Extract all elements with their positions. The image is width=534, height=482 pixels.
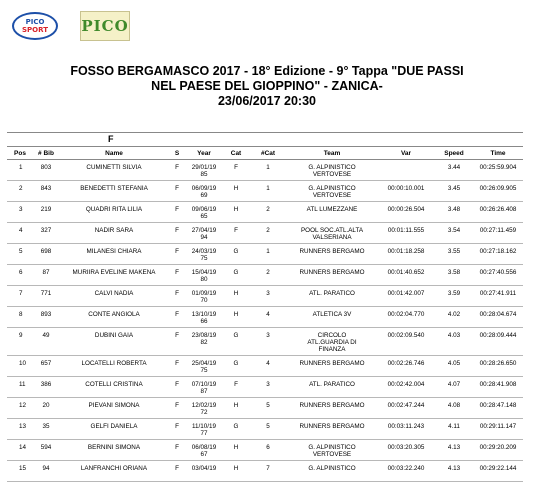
cell-name: CALVI NADIA [59,286,169,307]
cell-cat: H [223,286,249,307]
cell-name: DUBINI GAIA [59,328,169,356]
cell-var: 00:01:40.652 [377,265,435,286]
cell-pos: 1 [7,160,33,181]
cell-bib: 893 [33,307,59,328]
cell-name: MURIIRA EVELINE MAKENA [59,265,169,286]
cell-cat: G [223,356,249,377]
table-row [7,223,523,244]
cell-var [377,160,435,181]
cell-sex: F [169,265,185,286]
cell-speed: 4.02 [435,307,473,328]
cell-year: 01/09/19 70 [185,286,223,307]
group-header [7,132,523,147]
cell-ncat: 7 [249,461,287,482]
cell-time: 00:25:59.904 [473,160,523,181]
cell-year: 15/04/19 80 [185,265,223,286]
cell-cat: H [223,398,249,419]
cell-team: G. ALPINISTICO VERTOVESE [287,181,377,202]
page-title-line1: FOSSO BERGAMASCO 2017 - 18° Edizione - 9° Tappa "DUE PASSI [70,64,464,78]
logo-text-line2: SPORT [22,26,48,34]
table-row [7,286,523,307]
cell-cat: G [223,244,249,265]
table-row [7,244,523,265]
cell-ncat: 3 [249,377,287,398]
cell-pos: 4 [7,223,33,244]
cell-bib: 20 [33,398,59,419]
cell-var: 00:02:42.004 [377,377,435,398]
cell-cat: F [223,377,249,398]
cell-bib: 94 [33,461,59,482]
cell-pos: 7 [7,286,33,307]
cell-year: 06/08/19 67 [185,440,223,461]
table-row [7,377,523,398]
cell-speed: 3.48 [435,202,473,223]
cell-speed: 4.11 [435,419,473,440]
cell-sex: F [169,440,185,461]
cell-name: GELFI DANIELA [59,419,169,440]
cell-pos: 2 [7,181,33,202]
cell-ncat: 4 [249,356,287,377]
col-bib: # Bib [33,147,59,160]
cell-year: 09/06/19 65 [185,202,223,223]
cell-year: 12/02/19 72 [185,398,223,419]
cell-cat: F [223,160,249,181]
cell-speed: 4.13 [435,461,473,482]
cell-cat: H [223,307,249,328]
cell-ncat: 5 [249,419,287,440]
cell-team: G. ALPINISTICO [287,461,377,482]
cell-time: 00:27:41.911 [473,286,523,307]
cell-speed: 4.03 [435,328,473,356]
cell-sex: F [169,377,185,398]
cell-sex: F [169,202,185,223]
cell-var: 00:01:11.555 [377,223,435,244]
table-row [7,461,523,482]
cell-name: MILANESI CHIARA [59,244,169,265]
cell-team: RUNNERS BERGAMO [287,244,377,265]
cell-year: 25/04/19 75 [185,356,223,377]
results-table-wrapper [7,132,523,482]
cell-cat: H [223,202,249,223]
cell-bib: 843 [33,181,59,202]
cell-team: RUNNERS BERGAMO [287,419,377,440]
col-name: Name [59,147,169,160]
cell-team: RUNNERS BERGAMO [287,398,377,419]
pico-logo [80,11,130,41]
cell-speed: 3.58 [435,265,473,286]
cell-cat: G [223,265,249,286]
cell-time: 00:27:40.556 [473,265,523,286]
cell-cat: H [223,440,249,461]
cell-var: 00:02:47.244 [377,398,435,419]
cell-pos: 3 [7,202,33,223]
cell-name: CUMINETTI SILVIA [59,160,169,181]
cell-pos: 11 [7,377,33,398]
cell-team: CIRCOLO ATL.GUARDIA DI FINANZA [287,328,377,356]
cell-year: 07/10/19 87 [185,377,223,398]
results-table [7,147,523,482]
cell-name: BENEDETTI STEFANIA [59,181,169,202]
cell-sex: F [169,461,185,482]
cell-var: 00:00:10.001 [377,181,435,202]
cell-sex: F [169,286,185,307]
cell-name: PIEVANI SIMONA [59,398,169,419]
table-row [7,328,523,356]
cell-var: 00:01:42.007 [377,286,435,307]
cell-ncat: 1 [249,160,287,181]
cell-time: 00:28:47.148 [473,398,523,419]
cell-time: 00:28:04.674 [473,307,523,328]
cell-time: 00:29:20.209 [473,440,523,461]
cell-bib: 771 [33,286,59,307]
cell-sex: F [169,160,185,181]
table-row [7,265,523,286]
cell-bib: 49 [33,328,59,356]
cell-sex: F [169,398,185,419]
cell-ncat: 3 [249,328,287,356]
cell-sex: F [169,356,185,377]
cell-speed: 3.54 [435,223,473,244]
cell-team: ATL. PARATICO [287,286,377,307]
cell-speed: 4.07 [435,377,473,398]
cell-ncat: 3 [249,286,287,307]
cell-var: 00:00:26.504 [377,202,435,223]
cell-name: BERNINI SIMONA [59,440,169,461]
cell-time: 00:28:41.908 [473,377,523,398]
cell-name: LANFRANCHI ORIANA [59,461,169,482]
cell-ncat: 4 [249,307,287,328]
cell-sex: F [169,307,185,328]
cell-year: 11/10/19 77 [185,419,223,440]
cell-pos: 14 [7,440,33,461]
cell-time: 00:29:11.147 [473,419,523,440]
cell-year: 06/09/19 69 [185,181,223,202]
cell-ncat: 2 [249,202,287,223]
cell-team: ATL LUMEZZANE [287,202,377,223]
cell-name: CONTE ANGIOLA [59,307,169,328]
pico-logo-text: PICO [81,17,129,35]
table-row [7,419,523,440]
cell-team: ATL. PARATICO [287,377,377,398]
cell-var: 00:03:20.305 [377,440,435,461]
cell-team: RUNNERS BERGAMO [287,265,377,286]
cell-bib: 327 [33,223,59,244]
cell-pos: 13 [7,419,33,440]
table-header-row [7,147,523,160]
cell-var: 00:02:26.746 [377,356,435,377]
cell-var: 00:03:22.240 [377,461,435,482]
cell-pos: 15 [7,461,33,482]
cell-pos: 10 [7,356,33,377]
cell-year: 03/04/19 [185,461,223,482]
cell-bib: 803 [33,160,59,181]
group-label: F [108,134,114,144]
cell-sex: F [169,244,185,265]
cell-team: RUNNERS BERGAMO [287,356,377,377]
cell-speed: 3.44 [435,160,473,181]
col-pos: Pos [7,147,33,160]
logo-text-line1: PICO [25,18,45,26]
page-title-line2: NEL PAESE DEL GIOPPINO" - ZANICA- [151,79,383,93]
cell-ncat: 1 [249,181,287,202]
table-row [7,307,523,328]
pico-sport-logo [12,12,58,40]
col-var: Var [377,147,435,160]
cell-year: 29/01/19 85 [185,160,223,181]
cell-speed: 3.59 [435,286,473,307]
table-row [7,181,523,202]
col-cat: Cat [223,147,249,160]
col-ncat: #Cat [249,147,287,160]
cell-year: 23/08/19 82 [185,328,223,356]
cell-time: 00:28:09.444 [473,328,523,356]
cell-sex: F [169,328,185,356]
cell-name: COTELLI CRISTINA [59,377,169,398]
cell-year: 13/10/19 66 [185,307,223,328]
cell-ncat: 6 [249,440,287,461]
col-team: Team [287,147,377,160]
cell-ncat: 5 [249,398,287,419]
cell-speed: 4.05 [435,356,473,377]
cell-bib: 698 [33,244,59,265]
cell-year: 24/03/19 75 [185,244,223,265]
cell-bib: 594 [33,440,59,461]
cell-var: 00:02:04.770 [377,307,435,328]
cell-bib: 35 [33,419,59,440]
cell-sex: F [169,181,185,202]
cell-bib: 386 [33,377,59,398]
col-speed: Speed [435,147,473,160]
cell-time: 00:29:22.144 [473,461,523,482]
cell-name: QUADRI RITA LILIA [59,202,169,223]
cell-team: G. ALPINISTICO VERTOVESE [287,440,377,461]
cell-pos: 5 [7,244,33,265]
cell-name: LOCATELLI ROBERTA [59,356,169,377]
cell-cat: G [223,419,249,440]
col-time: Time [473,147,523,160]
cell-time: 00:26:09.905 [473,181,523,202]
cell-speed: 4.13 [435,440,473,461]
cell-time: 00:26:26.408 [473,202,523,223]
cell-speed: 3.45 [435,181,473,202]
cell-cat: G [223,328,249,356]
cell-pos: 9 [7,328,33,356]
cell-sex: F [169,419,185,440]
cell-cat: F [223,223,249,244]
cell-bib: 87 [33,265,59,286]
cell-pos: 12 [7,398,33,419]
table-row [7,356,523,377]
table-row [7,398,523,419]
cell-ncat: 2 [249,223,287,244]
cell-cat: H [223,181,249,202]
cell-sex: F [169,223,185,244]
col-sex: S [169,147,185,160]
cell-year: 27/04/19 94 [185,223,223,244]
cell-cat: H [223,461,249,482]
cell-team: POOL SOC.ATL.ALTA VALSERIANA [287,223,377,244]
cell-var: 00:03:11.243 [377,419,435,440]
cell-speed: 4.08 [435,398,473,419]
table-row [7,440,523,461]
page-title-date: 23/06/2017 20:30 [217,94,316,108]
cell-name: NADIR SARA [59,223,169,244]
cell-ncat: 1 [249,244,287,265]
cell-var: 00:02:09.540 [377,328,435,356]
cell-pos: 8 [7,307,33,328]
table-row [7,202,523,223]
cell-speed: 3.55 [435,244,473,265]
cell-team: ATLETICA 3V [287,307,377,328]
cell-team: G. ALPINISTICO VERTOVESE [287,160,377,181]
cell-time: 00:27:18.162 [473,244,523,265]
table-row [7,160,523,181]
cell-ncat: 2 [249,265,287,286]
cell-bib: 657 [33,356,59,377]
cell-time: 00:28:26.650 [473,356,523,377]
cell-bib: 219 [33,202,59,223]
col-year: Year [185,147,223,160]
cell-var: 00:01:18.258 [377,244,435,265]
cell-time: 00:27:11.459 [473,223,523,244]
cell-pos: 6 [7,265,33,286]
